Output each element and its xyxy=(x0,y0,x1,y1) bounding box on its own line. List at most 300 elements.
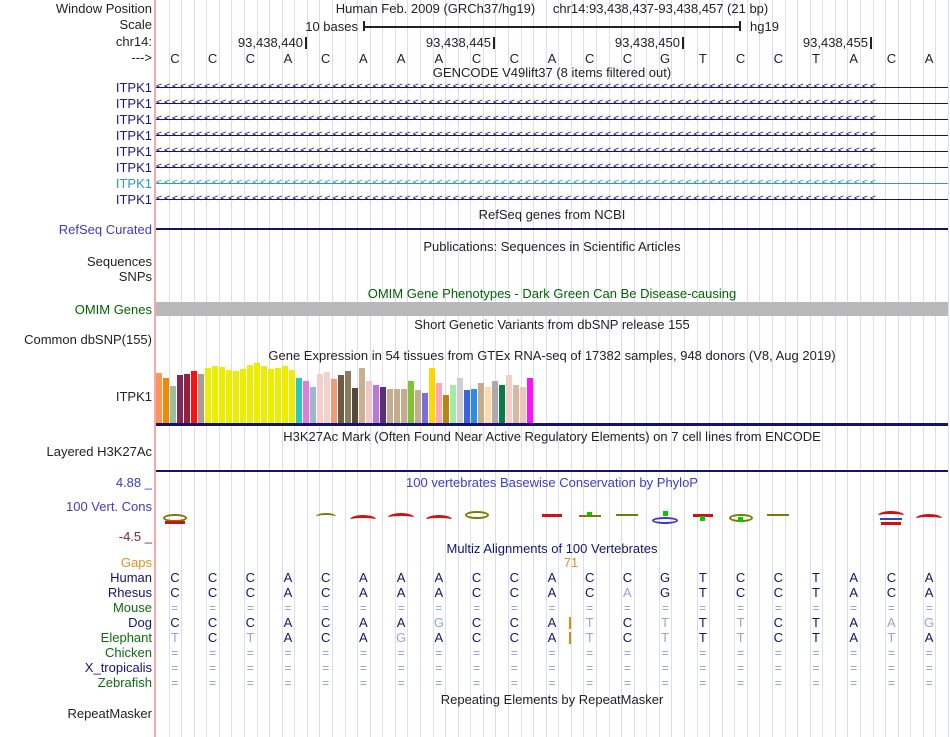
alignment-base: = xyxy=(661,646,669,660)
base-letter: C xyxy=(584,51,595,66)
base-letter: T xyxy=(698,51,707,66)
scale-ruler-right-tick xyxy=(739,21,741,31)
alignment-base: = xyxy=(171,676,179,690)
alignment-base: = xyxy=(171,661,179,675)
alignment-base: = xyxy=(171,646,179,660)
alignment-base: C xyxy=(320,570,331,585)
conservation-mark xyxy=(880,518,902,520)
alignment-base: = xyxy=(623,646,631,660)
gtex-bar[interactable] xyxy=(177,375,183,423)
base-letter: C xyxy=(735,51,746,66)
alignment-base: = xyxy=(510,661,518,675)
alignment-base: A xyxy=(849,570,859,585)
alignment-base: A xyxy=(434,570,444,585)
conservation-mark xyxy=(165,521,185,524)
assembly-title: Human Feb. 2009 (GRCh37/hg19) xyxy=(335,1,536,16)
gene-item-itpk1[interactable]: <<<<<<<<<<<<<<<<<<<<<<<<<<<<<<<<<<<<<<<<<<<<<<<<<<<<<<<<<<<<<<<<<<<<<<<<<<<<<<<<<<<<<<<<<< xyxy=(156,81,948,93)
conservation-mark xyxy=(767,514,789,516)
base-letter: C xyxy=(207,51,218,66)
gtex-bar[interactable] xyxy=(282,366,288,423)
alignment-base: = xyxy=(812,601,820,615)
alignment-base: = xyxy=(209,601,217,615)
alignment-base: T xyxy=(661,615,670,630)
strand-arrow: ---> xyxy=(131,50,152,65)
base-letter: G xyxy=(660,51,671,66)
alignment-base: = xyxy=(397,676,405,690)
repeatmasker-label[interactable]: RepeatMasker xyxy=(67,706,152,721)
alignment-base: = xyxy=(699,646,707,660)
alignment-base: = xyxy=(850,676,858,690)
alignment-base: T xyxy=(736,615,745,630)
alignment-base: T xyxy=(812,615,820,630)
alignment-base: = xyxy=(435,601,443,615)
alignment-base: A xyxy=(924,630,934,645)
alignment-base: = xyxy=(510,601,518,615)
alignment-base: C xyxy=(735,585,746,600)
gene-label-itpk1[interactable]: ITPK1 xyxy=(115,144,152,159)
window-position-title xyxy=(156,2,948,16)
alignment-base: = xyxy=(435,646,443,660)
alignment-base: = xyxy=(510,676,518,690)
gtex-bar[interactable] xyxy=(303,381,309,423)
alignment-base: = xyxy=(812,676,820,690)
alignment-base: T xyxy=(698,585,707,600)
alignment-base: A xyxy=(396,615,406,630)
scale-ruler-left-tick xyxy=(363,21,365,31)
gene-label-itpk1[interactable]: ITPK1 xyxy=(115,112,152,127)
alignment-base: = xyxy=(661,601,669,615)
species-label-x_tropicalis[interactable]: X_tropicalis xyxy=(84,660,152,675)
conservation-mark xyxy=(316,513,336,520)
base-letter: A xyxy=(434,51,444,66)
layered-h3k27ac-label[interactable]: Layered H3K27Ac xyxy=(46,444,152,459)
coordinate-label: 93,438,455 xyxy=(803,35,872,50)
alignment-base: A xyxy=(283,615,293,630)
alignment-base: A xyxy=(924,585,934,600)
gtex-bar[interactable] xyxy=(478,383,484,423)
gtex-bar[interactable] xyxy=(184,374,190,423)
alignment-base: A xyxy=(849,615,859,630)
alignment-base: T xyxy=(812,570,820,585)
gtex-bar[interactable] xyxy=(156,373,162,423)
alignment-base: = xyxy=(850,661,858,675)
alignment-base: = xyxy=(812,661,820,675)
alignment-base: G xyxy=(660,570,671,585)
species-label-mouse[interactable]: Mouse xyxy=(112,600,152,615)
alignment-base: A xyxy=(434,630,444,645)
alignment-base: G xyxy=(433,615,444,630)
alignment-base: A xyxy=(396,585,406,600)
alignment-base: T xyxy=(585,630,594,645)
alignment-base: = xyxy=(359,661,367,675)
alignment-base: C xyxy=(207,615,218,630)
gtex-bar[interactable] xyxy=(296,378,302,423)
alignment-base: = xyxy=(209,646,217,660)
alignment-base: C xyxy=(773,585,783,600)
gtex-bar[interactable] xyxy=(464,390,470,423)
alignment-base: = xyxy=(322,601,330,615)
alignment-base: = xyxy=(699,661,707,675)
omim-track-title: OMIM Gene Phenotypes - Dark Green Can Be Disease-causing xyxy=(367,286,737,301)
alignment-base: T xyxy=(887,630,896,645)
gene-label-itpk1[interactable]: ITPK1 xyxy=(115,128,152,143)
alignment-base: = xyxy=(322,646,330,660)
base-letter: C xyxy=(509,51,519,66)
gencode-track-title: GENCODE V49lift37 (8 items filtered out) xyxy=(432,65,672,80)
alignment-base: = xyxy=(623,676,631,690)
alignment-base: = xyxy=(397,601,405,615)
gtex-bar[interactable] xyxy=(198,374,204,423)
coordinate-label: 93,438,445 xyxy=(426,35,495,50)
multiz-insert-size: 71 xyxy=(563,555,579,570)
species-label-human[interactable]: Human xyxy=(110,570,152,585)
gtex-bar[interactable] xyxy=(513,385,519,423)
alignment-base: = xyxy=(887,601,895,615)
alignment-base: = xyxy=(322,661,330,675)
gridline xyxy=(948,0,949,737)
h3k27ac-track-title: H3K27Ac Mark (Often Found Near Active Regulatory Elements) on 7 cell lines from ENCODE xyxy=(283,429,821,444)
alignment-base: C xyxy=(245,585,255,600)
alignment-base: A xyxy=(924,570,934,585)
alignment-base: = xyxy=(473,601,481,615)
gtex-baseline xyxy=(156,423,948,426)
alignment-base: A xyxy=(434,585,444,600)
alignment-base: = xyxy=(209,661,217,675)
alignment-base: T xyxy=(698,570,707,585)
gtex-bar[interactable] xyxy=(352,388,358,423)
alignment-base: T xyxy=(812,585,820,600)
conservation-mark xyxy=(616,514,638,516)
alignment-base: C xyxy=(773,615,783,630)
alignment-base: = xyxy=(548,676,556,690)
alignment-base: = xyxy=(359,601,367,615)
alignment-base: = xyxy=(925,601,933,615)
gene-label-itpk1[interactable]: ITPK1 xyxy=(115,176,152,191)
gtex-bar[interactable] xyxy=(408,381,414,423)
gtex-bar[interactable] xyxy=(429,368,435,423)
alignment-base: = xyxy=(925,661,933,675)
alignment-base: = xyxy=(397,661,405,675)
gtex-track-title: Gene Expression in 54 tissues from GTEx RNA-seq of 17382 samples, 948 donors (V8, Aug 2019) xyxy=(268,348,836,363)
alignment-base: = xyxy=(246,646,254,660)
alignment-base: C xyxy=(584,585,595,600)
alignment-base: = xyxy=(548,661,556,675)
multiz-gaps-label[interactable]: Gaps xyxy=(120,555,152,570)
alignment-base: C xyxy=(245,615,255,630)
alignment-base: A xyxy=(359,570,368,585)
alignment-base: C xyxy=(509,570,519,585)
alignment-base: = xyxy=(171,601,179,615)
gtex-bar[interactable] xyxy=(219,367,225,423)
gtex-bar[interactable] xyxy=(345,371,351,423)
gtex-bar[interactable] xyxy=(331,379,337,423)
gene-label-itpk1[interactable]: ITPK1 xyxy=(115,160,152,175)
gtex-bar[interactable] xyxy=(373,385,379,423)
conservation-max-value: 4.88 _ xyxy=(115,475,152,490)
base-letter: C xyxy=(471,51,482,66)
conservation-mark xyxy=(700,516,705,521)
alignment-base: A xyxy=(359,585,368,600)
gtex-gene-label[interactable]: ITPK1 xyxy=(115,389,152,404)
scale-value: 10 bases xyxy=(305,19,358,34)
alignment-base: = xyxy=(586,601,594,615)
refseq-curated-item[interactable] xyxy=(156,228,948,230)
alignment-base: = xyxy=(246,661,254,675)
gtex-bar[interactable] xyxy=(240,369,246,423)
alignment-base: C xyxy=(622,615,633,630)
alignment-base: = xyxy=(887,676,895,690)
coordinate-label: 93,438,450 xyxy=(615,35,684,50)
alignment-base: = xyxy=(623,601,631,615)
gtex-bar[interactable] xyxy=(380,387,386,423)
base-letter: A xyxy=(924,51,934,66)
base-letter: T xyxy=(812,51,820,66)
gtex-bar[interactable] xyxy=(394,389,400,423)
gtex-bar[interactable] xyxy=(268,369,274,423)
alignment-base: = xyxy=(359,676,367,690)
alignment-base: A xyxy=(547,630,557,645)
gene-item-itpk1[interactable]: <<<<<<<<<<<<<<<<<<<<<<<<<<<<<<<<<<<<<<<<<<<<<<<<<<<<<<<<<<<<<<<<<<<<<<<<<<<<<<<<<<<<<<<<<< xyxy=(156,145,948,157)
alignment-base: A xyxy=(849,585,859,600)
alignment-base: C xyxy=(170,570,180,585)
alignment-base: = xyxy=(661,661,669,675)
alignment-base: G xyxy=(924,615,935,630)
gtex-bar[interactable] xyxy=(275,368,281,423)
alignment-base: = xyxy=(397,646,405,660)
base-letter: C xyxy=(320,51,331,66)
window-position-label: Window Position xyxy=(55,1,152,16)
base-letter: C xyxy=(886,51,897,66)
dbsnp-track-title: Short Genetic Variants from dbSNP release 155 xyxy=(414,317,690,332)
alignment-base: A xyxy=(283,585,293,600)
alignment-base: = xyxy=(737,661,745,675)
gtex-bar[interactable] xyxy=(163,378,169,423)
alignment-base: T xyxy=(170,630,179,645)
alignment-base: = xyxy=(548,601,556,615)
gtex-bar[interactable] xyxy=(212,366,218,423)
alignment-base: = xyxy=(548,646,556,660)
base-letter: C xyxy=(170,51,180,66)
conservation-mark xyxy=(465,511,489,519)
alignment-base: A xyxy=(359,615,368,630)
alignment-base: C xyxy=(886,585,897,600)
alignment-base: T xyxy=(736,630,745,645)
alignment-base: = xyxy=(284,601,292,615)
alignment-base: C xyxy=(773,630,783,645)
gtex-bar[interactable] xyxy=(506,375,512,423)
alignment-base: C xyxy=(207,585,218,600)
gtex-bar[interactable] xyxy=(387,389,393,423)
alignment-base: C xyxy=(320,630,331,645)
conservation-mark xyxy=(542,514,562,517)
conservation-min-value: -4.5 _ xyxy=(118,529,152,544)
gtex-bar[interactable] xyxy=(233,371,239,423)
alignment-base: G xyxy=(660,585,671,600)
gene-item-itpk1[interactable]: <<<<<<<<<<<<<<<<<<<<<<<<<<<<<<<<<<<<<<<<<<<<<<<<<<<<<<<<<<<<<<<<<<<<<<<<<<<<<<<<<<<<<<<<<< xyxy=(156,193,948,205)
alignment-base: = xyxy=(925,646,933,660)
alignment-base: A xyxy=(849,630,859,645)
alignment-base: A xyxy=(359,630,368,645)
conservation-mark xyxy=(652,517,678,524)
omim-gene-item[interactable] xyxy=(156,302,948,316)
alignment-base: = xyxy=(586,646,594,660)
gene-label-itpk1[interactable]: ITPK1 xyxy=(115,192,152,207)
gtex-bar[interactable] xyxy=(422,393,428,423)
gtex-bar[interactable] xyxy=(366,381,372,423)
publications-snps-label[interactable]: SNPs xyxy=(118,269,152,284)
alignment-base: C xyxy=(584,570,595,585)
position-range: chr14:93,438,437-93,438,457 (21 bp) xyxy=(552,1,769,16)
gtex-bar[interactable] xyxy=(261,366,267,423)
gtex-bar[interactable] xyxy=(450,385,456,423)
gtex-bar[interactable] xyxy=(443,395,449,423)
alignment-base: A xyxy=(396,570,406,585)
alignment-base: C xyxy=(509,585,519,600)
alignment-base: T xyxy=(698,615,707,630)
gene-item-itpk1[interactable]: <<<<<<<<<<<<<<<<<<<<<<<<<<<<<<<<<<<<<<<<<<<<<<<<<<<<<<<<<<<<<<<<<<<<<<<<<<<<<<<<<<<<<<<<<< xyxy=(156,129,948,141)
coordinate-tick xyxy=(682,37,684,49)
alignment-base: = xyxy=(435,676,443,690)
alignment-base: = xyxy=(586,676,594,690)
coordinate-tick xyxy=(493,37,495,49)
alignment-base: = xyxy=(284,661,292,675)
coordinate-tick xyxy=(870,37,872,49)
coordinate-label: 93,438,440 xyxy=(238,35,307,50)
species-label-elephant[interactable]: Elephant xyxy=(100,630,152,645)
conservation-mark xyxy=(881,522,901,525)
gtex-bar[interactable] xyxy=(415,390,421,423)
gtex-bar[interactable] xyxy=(520,387,526,423)
alignment-base: A xyxy=(547,585,557,600)
alignment-base: = xyxy=(359,646,367,660)
conservation-mark xyxy=(426,515,452,524)
base-letter: C xyxy=(245,51,255,66)
gene-item-itpk1[interactable]: <<<<<<<<<<<<<<<<<<<<<<<<<<<<<<<<<<<<<<<<<<<<<<<<<<<<<<<<<<<<<<<<<<<<<<<<<<<<<<<<<<<<<<<<<< xyxy=(156,113,948,125)
common-dbsnp-label[interactable]: Common dbSNP(155) xyxy=(24,332,152,347)
alignment-base: T xyxy=(585,615,594,630)
alignment-base: C xyxy=(471,630,482,645)
gtex-bar[interactable] xyxy=(338,375,344,423)
alignment-base: A xyxy=(547,570,557,585)
omim-genes-label[interactable]: OMIM Genes xyxy=(74,302,152,317)
alignment-base: C xyxy=(886,570,897,585)
gtex-bar[interactable] xyxy=(499,385,505,423)
publications-sequences-label[interactable]: Sequences xyxy=(86,254,152,269)
scale-ruler xyxy=(363,26,740,28)
gene-item-itpk1[interactable]: <<<<<<<<<<<<<<<<<<<<<<<<<<<<<<<<<<<<<<<<<<<<<<<<<<<<<<<<<<<<<<<<<<<<<<<<<<<<<<<<<<<<<<<<<< xyxy=(156,161,948,173)
alignment-base: T xyxy=(698,630,707,645)
alignment-base: = xyxy=(209,676,217,690)
gtex-bar[interactable] xyxy=(401,389,407,423)
species-label-dog[interactable]: Dog xyxy=(128,615,152,630)
alignment-base: = xyxy=(586,661,594,675)
alignment-base: = xyxy=(774,601,782,615)
conservation-mark xyxy=(388,513,414,522)
gtex-bar[interactable] xyxy=(317,374,323,423)
gene-label-itpk1[interactable]: ITPK1 xyxy=(115,80,152,95)
alignment-base: = xyxy=(284,676,292,690)
base-letter: A xyxy=(283,51,293,66)
gtex-bar[interactable] xyxy=(205,368,211,423)
gene-item-itpk1[interactable]: <<<<<<<<<<<<<<<<<<<<<<<<<<<<<<<<<<<<<<<<<<<<<<<<<<<<<<<<<<<<<<<<<<<<<<<<<<<<<<<<<<<<<<<<<< xyxy=(156,97,948,109)
alignment-base: C xyxy=(170,585,180,600)
conservation-track-title: 100 vertebrates Basewise Conservation by PhyloP xyxy=(406,475,698,490)
alignment-base: = xyxy=(435,661,443,675)
alignment-base: = xyxy=(887,646,895,660)
alignment-base: = xyxy=(774,646,782,660)
alignment-base: = xyxy=(699,676,707,690)
alignment-base: C xyxy=(622,570,633,585)
gtex-bar[interactable] xyxy=(191,371,197,423)
alignment-base: C xyxy=(509,630,519,645)
gtex-bar[interactable] xyxy=(226,370,232,423)
alignment-base: = xyxy=(699,601,707,615)
base-letter: A xyxy=(396,51,406,66)
alignment-base: T xyxy=(661,630,670,645)
alignment-base: = xyxy=(774,661,782,675)
alignment-base: = xyxy=(850,646,858,660)
alignment-base: = xyxy=(284,646,292,660)
gtex-bar[interactable] xyxy=(289,370,295,423)
gene-item-itpk1[interactable]: <<<<<<<<<<<<<<<<<<<<<<<<<<<<<<<<<<<<<<<<<<<<<<<<<<<<<<<<<<<<<<<<<<<<<<<<<<<<<<<<<<<<<<<<<< xyxy=(156,177,948,189)
alignment-base: C xyxy=(471,615,482,630)
conservation-label[interactable]: 100 Vert. Cons xyxy=(66,499,152,514)
species-label-chicken[interactable]: Chicken xyxy=(105,645,152,660)
base-letter: C xyxy=(622,51,633,66)
alignment-base: A xyxy=(283,570,293,585)
gtex-bar[interactable] xyxy=(471,389,477,423)
h3k27ac-baseline[interactable] xyxy=(156,470,948,472)
conservation-mark xyxy=(916,514,942,523)
conservation-mark xyxy=(579,515,601,517)
gtex-bar[interactable] xyxy=(170,386,176,423)
alignment-base: C xyxy=(471,570,482,585)
base-letter: C xyxy=(773,51,783,66)
gtex-bar[interactable] xyxy=(254,363,260,423)
gtex-bar[interactable] xyxy=(436,383,442,423)
alignment-base: C xyxy=(735,570,746,585)
chromosome-label: chr14: xyxy=(115,34,152,49)
gene-label-itpk1[interactable]: ITPK1 xyxy=(115,96,152,111)
alignment-base: = xyxy=(510,646,518,660)
alignment-base: = xyxy=(887,661,895,675)
alignment-base: C xyxy=(170,615,180,630)
alignment-base: C xyxy=(207,630,218,645)
gtex-bar[interactable] xyxy=(324,372,330,423)
alignment-base: = xyxy=(774,676,782,690)
gtex-bar[interactable] xyxy=(310,387,316,423)
alignment-base: C xyxy=(509,615,519,630)
species-label-rhesus[interactable]: Rhesus xyxy=(107,585,152,600)
alignment-base: A xyxy=(283,630,293,645)
alignment-base: C xyxy=(320,585,331,600)
gtex-bar[interactable] xyxy=(527,378,533,423)
alignment-base: T xyxy=(812,630,820,645)
alignment-base: C xyxy=(320,615,331,630)
base-letter: A xyxy=(359,51,368,66)
species-label-zebrafish[interactable]: Zebrafish xyxy=(97,675,152,690)
gtex-bar[interactable] xyxy=(359,368,365,423)
alignment-base: = xyxy=(473,676,481,690)
gtex-bar[interactable] xyxy=(247,365,253,423)
alignment-base: C xyxy=(622,630,633,645)
alignment-base: = xyxy=(850,601,858,615)
gtex-bar[interactable] xyxy=(457,378,463,423)
refseq-curated-label[interactable]: RefSeq Curated xyxy=(58,222,152,237)
conservation-mark xyxy=(663,511,668,516)
gtex-bar[interactable] xyxy=(492,381,498,423)
gtex-bar[interactable] xyxy=(485,387,491,423)
